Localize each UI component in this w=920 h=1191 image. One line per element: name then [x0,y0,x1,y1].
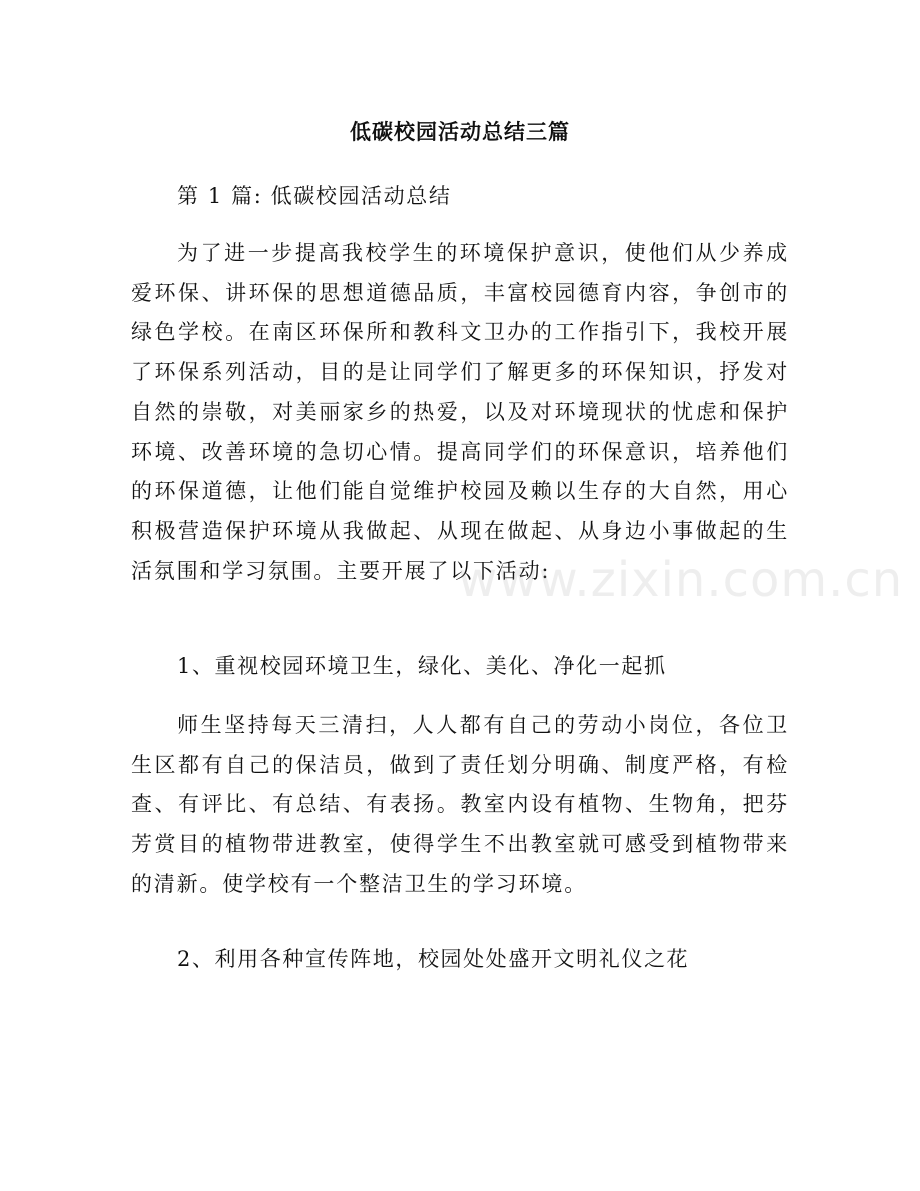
document-title: 低碳校园活动总结三篇 [350,120,570,144]
item1-heading: 1、重视校园环境卫生，绿化、美化、净化一起抓 [177,654,667,678]
intro-paragraph: 为了进一步提高我校学生的环境保护意识，使他们从少养成爱环保、讲环保的思想道德品质，丰富校园德育内容，争创市的绿色学校。在南区环保所和教科文卫办的工作指引下，我校开展了环保系列活动，目的是让同学们了解更多的环保知识，抒发对自然的崇敬，对美丽家乡的热爱，以及对环境现状的忧虑和保护环境、改善环境的急切心情。提高同学们的环保意识，培养他们的环保道德，让他们能自觉维护校园及赖以生存的大自然，用心积极营造保护环境从我做起、从现在做起、从身边小事做起的生活氛围和学习氛围。主要开展了以下活动: [131,241,789,583]
watermark: www.zixin.com.cn [458,552,904,608]
item1-paragraph: 师生坚持每天三清扫，人人都有自己的劳动小岗位，各位卫生区都有自己的保洁员，做到了责任划分明确、制度严格，有检查、有评比、有总结、有表扬。教室内设有植物、生物角，把芬芳赏目的植物带进教室，使得学生不出教室就可感受到植物带来的清新。使学校有一个整洁卫生的学习环境。 [131,713,789,896]
item2-heading: 2、利用各种宣传阵地，校园处处盛开文明礼仪之花 [177,947,690,971]
section-heading: 第 1 篇: 低碳校园活动总结 [177,184,452,208]
